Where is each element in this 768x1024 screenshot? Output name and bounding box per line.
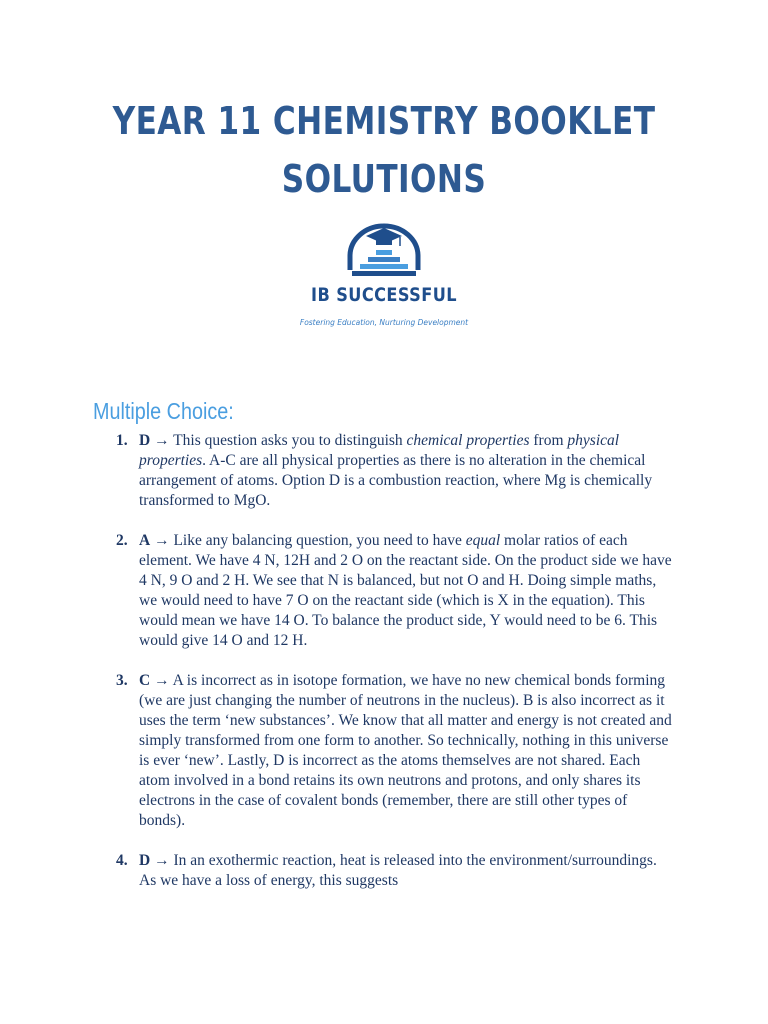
answer-letter: C [139,672,151,689]
title-line-2: SOLUTIONS [281,157,487,201]
answer-text: In an exothermic reaction, heat is released into the environment/surroundings. As we have a loss of energy, this suggests [139,852,657,889]
answer-letter: A [139,532,151,549]
answer-letter: D [139,432,151,449]
answer-item-1 [112,431,672,511]
graduation-cap-pyramid-icon [284,222,484,282]
answer-text: molar ratios of each element. We have 4 N, 12H and 2 O on the reactant side. On the product side we have 4 N, 9 O and 2 H. We see that N is balanced, but not O and H. Doing simple maths, we would need to have 7 O on the reactant side (which is X in the equation). This would mean we have 14 O. To balance the product side, Y would need to be 6. This would give 14 O and 12 H. [139,532,672,649]
section-heading: Multiple Choice: [93,398,234,424]
answer-number: 2. [116,532,128,549]
answer-list [112,431,672,911]
answer-item-3 [112,671,672,831]
logo-tagline: Fostering Education, Nurturing Development [299,318,469,327]
answer-text: from [529,432,568,449]
answer-number: 1. [116,432,128,449]
answer-number: 3. [116,672,128,689]
arrow-icon: → [154,672,170,689]
arrow-icon: → [154,432,170,449]
answer-text: Like any balancing question, you need to have [169,532,466,549]
page-title [69,92,699,208]
arrow-icon: → [154,852,170,869]
answer-emphasis: physical properties [139,432,620,469]
answer-emphasis: chemical properties [406,432,530,449]
logo-name: IB SUCCESSFUL [311,284,457,306]
arrow-icon: → [154,532,170,549]
answer-text: This question asks you to distinguish [169,432,407,449]
answer-emphasis: equal [465,532,501,549]
answer-text: A is incorrect as in isotope formation, we have no new chemical bonds forming (we are just changing the number of neutrons in the nucleus). B is also incorrect as it uses the term ‘new substances’. We know that all matter and energy is not created and simply transformed from one form to another. So technically, nothing in this universe is ever ‘new’. Lastly, D is incorrect as the atoms themselves are not shared. Each atom involved in a bond retains its own neutrons and protons, and only shares its electrons in the case of covalent bonds (remember, there are still other types of bonds). [139,672,672,829]
answer-item-2 [112,531,672,651]
answer-number: 4. [116,852,128,869]
title-line-1: YEAR 11 CHEMISTRY BOOKLET [112,99,656,143]
ib-successful-logo [284,222,484,342]
answer-item-4 [112,851,672,891]
answer-letter: D [139,852,151,869]
answer-text: . A-C are all physical properties as there is no alteration in the chemical arrangement of atoms. Option D is a combustion reaction, where Mg is chemically transformed to MgO. [139,452,653,509]
